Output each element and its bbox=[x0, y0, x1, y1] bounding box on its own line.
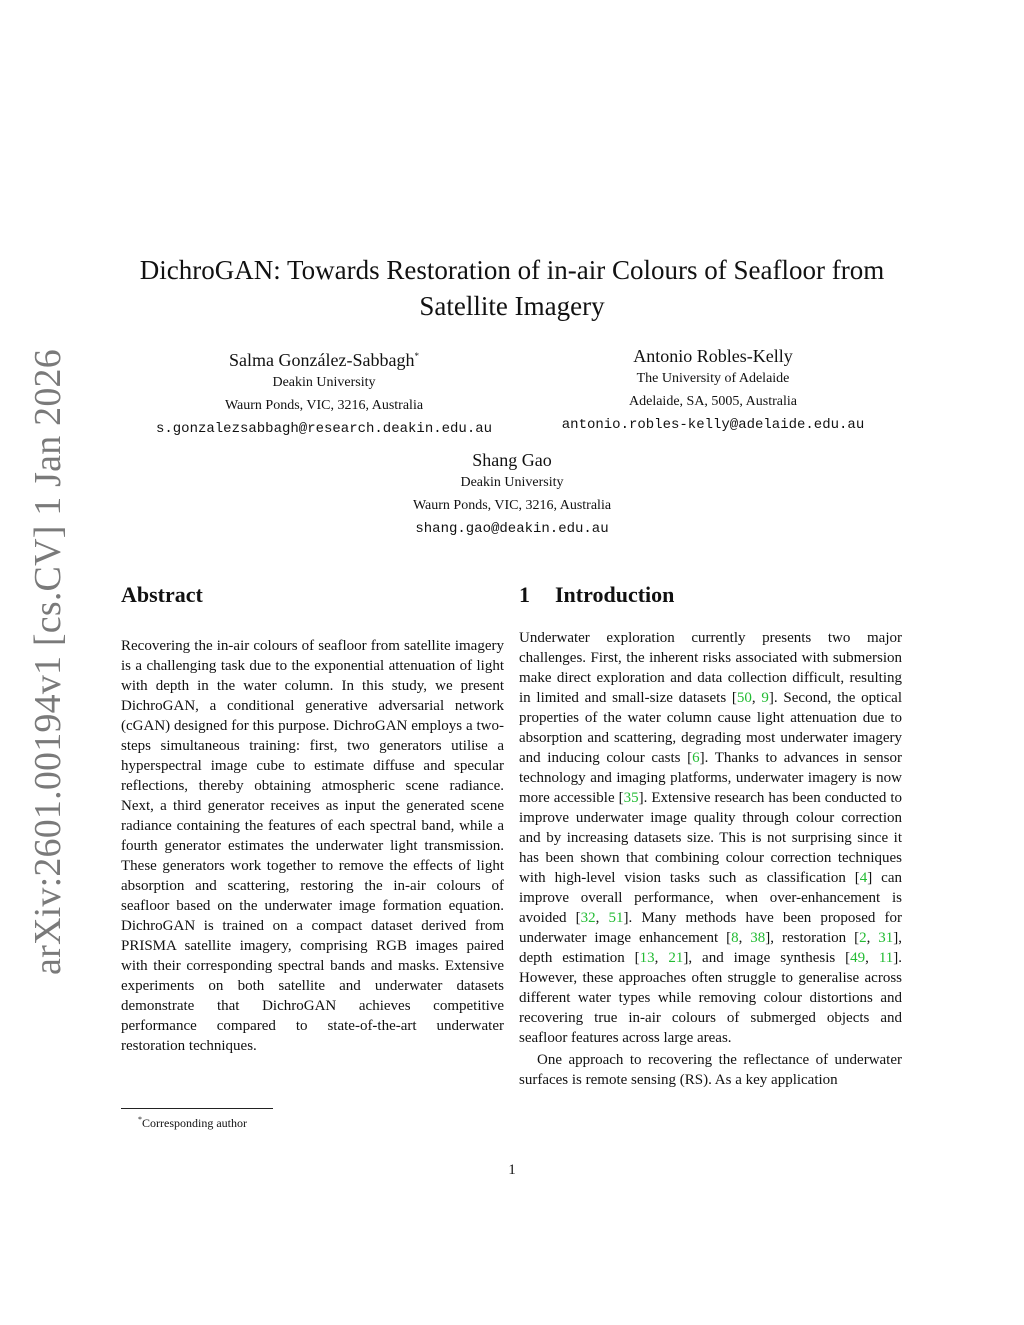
author-name: Shang Gao bbox=[472, 450, 552, 470]
citation-link[interactable]: 4 bbox=[859, 870, 868, 886]
author-address: Waurn Ponds, VIC, 3216, Australia bbox=[412, 498, 612, 513]
citation-link[interactable]: 38 bbox=[750, 930, 766, 946]
author-name: Antonio Robles-Kelly bbox=[633, 346, 793, 366]
author-name: Salma González-Sabbagh* bbox=[229, 350, 419, 370]
introduction-column bbox=[519, 580, 902, 1090]
arxiv-identifier-stamp: arXiv:2601.00194v1 [cs.CV] 1 Jan 2026 bbox=[27, 349, 69, 975]
citation-link[interactable]: 32 bbox=[580, 910, 596, 926]
abstract-column bbox=[121, 580, 504, 1056]
author-address: Waurn Ponds, VIC, 3216, Australia bbox=[224, 398, 424, 413]
citation-link[interactable]: 31 bbox=[878, 930, 894, 946]
citation-link[interactable]: 21 bbox=[668, 950, 684, 966]
author-address: Adelaide, SA, 5005, Australia bbox=[629, 394, 797, 409]
citation-link[interactable]: 9 bbox=[761, 690, 769, 706]
footnote-text: Corresponding author bbox=[142, 1116, 247, 1130]
author-email[interactable]: shang.gao@deakin.edu.au bbox=[415, 521, 609, 537]
citation-link[interactable]: 2 bbox=[859, 930, 867, 946]
page-number: 1 bbox=[508, 1162, 516, 1178]
author-affiliation: The University of Adelaide bbox=[636, 371, 790, 386]
author-affiliation: Deakin University bbox=[460, 475, 564, 490]
citation-link[interactable]: 6 bbox=[692, 750, 700, 766]
author-email[interactable]: s.gonzalezsabbagh@research.deakin.edu.au bbox=[155, 421, 493, 437]
citation-link[interactable]: 35 bbox=[623, 790, 639, 806]
author-affiliation: Deakin University bbox=[272, 375, 376, 390]
author-2 bbox=[518, 345, 908, 438]
author-1 bbox=[129, 345, 519, 442]
footnote-divider bbox=[121, 1108, 273, 1109]
paper-title: DichroGAN: Towards Restoration of in-air Colours of Seafloor from Satellite Imagery bbox=[139, 255, 885, 321]
citation-link[interactable]: 8 bbox=[731, 930, 739, 946]
citation-link[interactable]: 51 bbox=[608, 910, 624, 926]
citation-link[interactable]: 50 bbox=[736, 690, 752, 706]
section-number: 1 bbox=[519, 582, 530, 607]
introduction-paragraph-2: One approach to recovering the reflectance of underwater surfaces is remote sensing (RS). As a key application bbox=[519, 1052, 902, 1088]
abstract-text: Recovering the in-air colours of seafloor from satellite imagery is a challenging task due to the exponential attenuation of light with depth in the water column. In this study, we present DichroGAN, a conditional generative adversarial network (cGAN) designed for this purpose. DichroGAN employs a two-steps simultaneous training: first, two generators utilise a hyperspectral image cube to estimate diffuse and specular reflections, thereby obtaining atmospheric scene radiance. Next, a third generator receives as input the generated scene radiance containing the features of each spectral band, while a fourth generator estimates the underwater light transmission. These generators work together to remove the effects of light absorption and scattering, restoring the in-air colours of seafloor based on the underwater image formation equation. DichroGAN is trained on a compact dataset derived from PRISMA satellite imagery, comprising RGB images paired with their corresponding spectral bands and masks. Extensive experiments on both satellite and underwater datasets demonstrate that DichroGAN achieves competitive performance compared to state-of-the-art underwater restoration techniques. bbox=[121, 638, 504, 1054]
footnote bbox=[138, 1112, 247, 1131]
abstract-heading: Abstract bbox=[121, 582, 203, 607]
citation-link[interactable]: 13 bbox=[639, 950, 655, 966]
introduction-paragraph-1: Underwater exploration currently presents two major challenges. First, the inherent risks associated with submersion make direct exploration and data collection difficult, resulting in limited and small-size datasets [50, 9]. Second, the optical properties of the water column cause light attenuation due to absorption and scattering, degrading most underwater imagery and inducing colour casts [6]. Thanks to advances in sensor technology and imaging platforms, underwater imagery is now more accessible [35]. Extensive research has been conducted to improve underwater image quality through colour correction and by increasing datasets size. This is not surprising since it has been shown that combining colour correction techniques with high-level vision tasks such as classification [4] can improve overall performance, when over-enhancement is avoided [32, 51]. Many methods have been proposed for underwater image enhancement [8, 38], restoration [2, 31], depth estimation [13, 21], and image synthesis [49, 11]. However, these approaches often struggle to generalise across different water types while removing colour distortions and recovering true in-air colours of submerged objects and seafloor features across large areas. bbox=[519, 630, 903, 1046]
corresponding-mark: * bbox=[414, 351, 419, 361]
footnote-mark: * bbox=[138, 1115, 142, 1124]
introduction-heading bbox=[519, 580, 902, 610]
citation-link[interactable]: 49 bbox=[850, 950, 866, 966]
author-3 bbox=[312, 449, 712, 542]
citation-link[interactable]: 11 bbox=[878, 950, 894, 966]
author-email[interactable]: antonio.robles-kelly@adelaide.edu.au bbox=[561, 417, 865, 433]
section-title: Introduction bbox=[555, 582, 675, 607]
